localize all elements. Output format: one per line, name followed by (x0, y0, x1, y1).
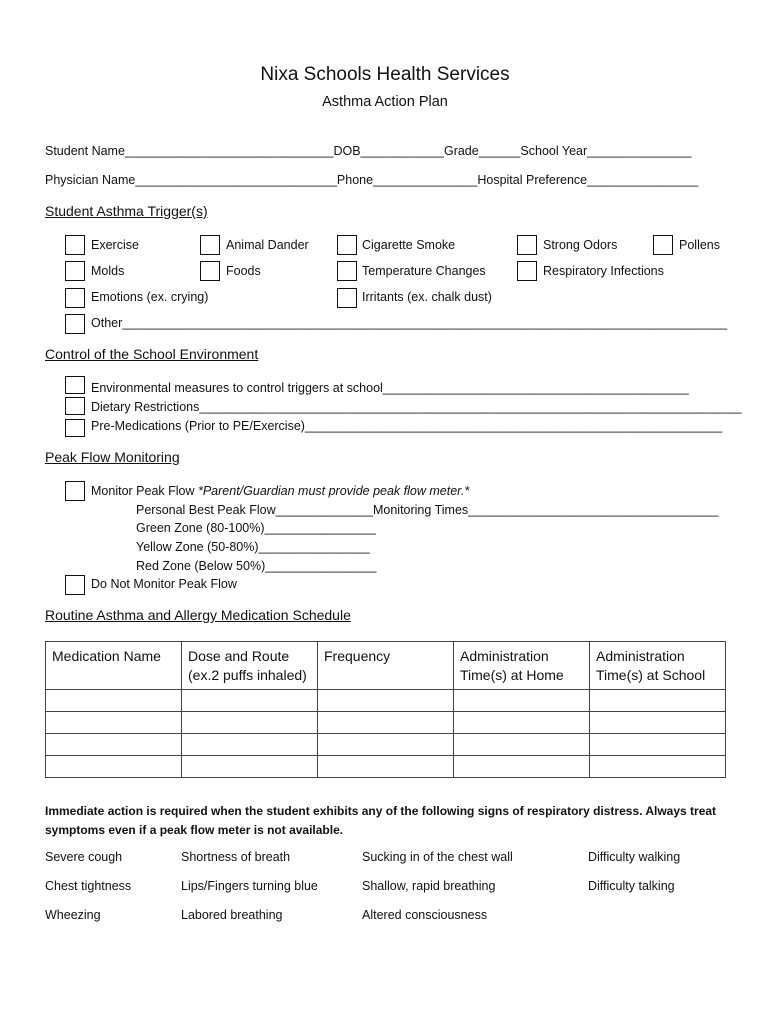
table-cell[interactable] (454, 690, 590, 712)
table-cell[interactable] (318, 712, 454, 734)
table-cell[interactable] (182, 712, 318, 734)
irritants-label: Irritants (ex. chalk dust) (362, 290, 492, 304)
symptom: Difficulty walking (588, 850, 681, 864)
symptom: Sucking in of the chest wall (362, 850, 513, 864)
emotions-checkbox[interactable] (65, 288, 85, 308)
pollens-checkbox[interactable] (653, 235, 673, 255)
symptom: Shortness of breath (181, 850, 291, 864)
environmental-measures-checkbox[interactable] (65, 376, 85, 394)
table-cell[interactable] (454, 734, 590, 756)
table-cell[interactable] (590, 734, 726, 756)
foods-label: Foods (226, 264, 261, 278)
symptom: Altered consciousness (362, 908, 488, 922)
immediate-action-notice: Immediate action is required when the student exhibits any of the following signs of respiratory distress. Always treat symptoms even if a peak flow meter is not available. (45, 804, 717, 837)
table-cell[interactable] (318, 756, 454, 778)
page-title: Nixa Schools Health Services (260, 64, 510, 85)
col-frequency: Frequency (318, 642, 454, 690)
no-monitor-checkbox[interactable] (65, 575, 85, 595)
exercise-checkbox[interactable] (65, 235, 85, 255)
strong-odors-checkbox[interactable] (517, 235, 537, 255)
monitor-peak-flow-label (91, 484, 469, 498)
monitor-peak-flow-text: Monitor Peak Flow (91, 484, 198, 498)
table-cell[interactable] (46, 712, 182, 734)
temperature-changes-label: Temperature Changes (362, 264, 486, 278)
col-medication-name: Medication Name (46, 642, 182, 690)
animal-dander-checkbox[interactable] (200, 235, 220, 255)
strong-odors-label: Strong Odors (543, 238, 618, 252)
table-cell[interactable] (182, 734, 318, 756)
col-school-time: Administration Time(s) at School (590, 642, 726, 690)
table-cell[interactable] (590, 712, 726, 734)
symptom: Severe cough (45, 850, 123, 864)
molds-checkbox[interactable] (65, 261, 85, 281)
table-cell[interactable] (590, 756, 726, 778)
animal-dander-label: Animal Dander (226, 238, 309, 252)
temperature-changes-checkbox[interactable] (337, 261, 357, 281)
table-cell[interactable] (46, 734, 182, 756)
cigarette-smoke-checkbox[interactable] (337, 235, 357, 255)
peak-flow-heading: Peak Flow Monitoring (45, 449, 180, 465)
table-row (46, 756, 726, 778)
symptom: Wheezing (45, 908, 101, 922)
symptom: Shallow, rapid breathing (362, 879, 496, 893)
other-trigger-line[interactable]: Other_______________________________________________________________________________________ (91, 316, 728, 330)
respiratory-infections-checkbox[interactable] (517, 261, 537, 281)
dietary-restrictions-line[interactable]: Dietary Restrictions______________________________________________________________________________ (91, 400, 742, 414)
environment-heading: Control of the School Environment (45, 346, 259, 362)
physician-info-line[interactable]: Physician Name_____________________________Phone_______________Hospital Preference________________ (45, 173, 699, 187)
symptom: Difficulty talking (588, 879, 675, 893)
yellow-zone-line[interactable]: Yellow Zone (50-80%)________________ (136, 540, 370, 554)
cigarette-smoke-label: Cigarette Smoke (362, 238, 456, 252)
col-home-time: Administration Time(s) at Home (454, 642, 590, 690)
col-dose-route: Dose and Route (ex.2 puffs inhaled) (182, 642, 318, 690)
table-cell[interactable] (454, 756, 590, 778)
dietary-restrictions-checkbox[interactable] (65, 397, 85, 415)
symptom: Lips/Fingers turning blue (181, 879, 318, 893)
table-cell[interactable] (454, 712, 590, 734)
molds-label: Molds (91, 264, 125, 278)
triggers-heading: Student Asthma Trigger(s) (45, 203, 208, 219)
table-cell[interactable] (46, 756, 182, 778)
environmental-measures-line[interactable]: Environmental measures to control triggers at school____________________________________________ (91, 381, 689, 395)
pre-medications-checkbox[interactable] (65, 419, 85, 437)
exercise-label: Exercise (91, 238, 139, 252)
other-trigger-checkbox[interactable] (65, 314, 85, 334)
table-cell[interactable] (318, 690, 454, 712)
symptom: Chest tightness (45, 879, 132, 893)
personal-best-line[interactable]: Personal Best Peak Flow______________Monitoring Times____________________________________ (136, 503, 719, 517)
table-row (46, 690, 726, 712)
respiratory-infections-label: Respiratory Infections (543, 264, 664, 278)
pollens-label: Pollens (679, 238, 720, 252)
table-cell[interactable] (318, 734, 454, 756)
page-subtitle: Asthma Action Plan (322, 94, 448, 110)
table-cell[interactable] (182, 756, 318, 778)
table-cell[interactable] (590, 690, 726, 712)
green-zone-line[interactable]: Green Zone (80-100%)________________ (136, 521, 376, 535)
emotions-label: Emotions (ex. crying) (91, 290, 209, 304)
table-cell[interactable] (182, 690, 318, 712)
table-row (46, 712, 726, 734)
no-monitor-label: Do Not Monitor Peak Flow (91, 577, 237, 591)
foods-checkbox[interactable] (200, 261, 220, 281)
irritants-checkbox[interactable] (337, 288, 357, 308)
meter-note: *Parent/Guardian must provide peak flow meter.* (197, 484, 470, 498)
pre-medications-line[interactable]: Pre-Medications (Prior to PE/Exercise)____________________________________________________________ (91, 419, 723, 433)
table-cell[interactable] (46, 690, 182, 712)
medication-table (45, 641, 726, 778)
student-info-line[interactable]: Student Name______________________________DOB____________Grade______School Year_______________ (45, 144, 692, 158)
symptom: Labored breathing (181, 908, 283, 922)
schedule-heading: Routine Asthma and Allergy Medication Schedule (45, 607, 351, 623)
table-row (46, 734, 726, 756)
monitor-peak-flow-checkbox[interactable] (65, 481, 85, 501)
red-zone-line[interactable]: Red Zone (Below 50%)________________ (136, 559, 377, 573)
